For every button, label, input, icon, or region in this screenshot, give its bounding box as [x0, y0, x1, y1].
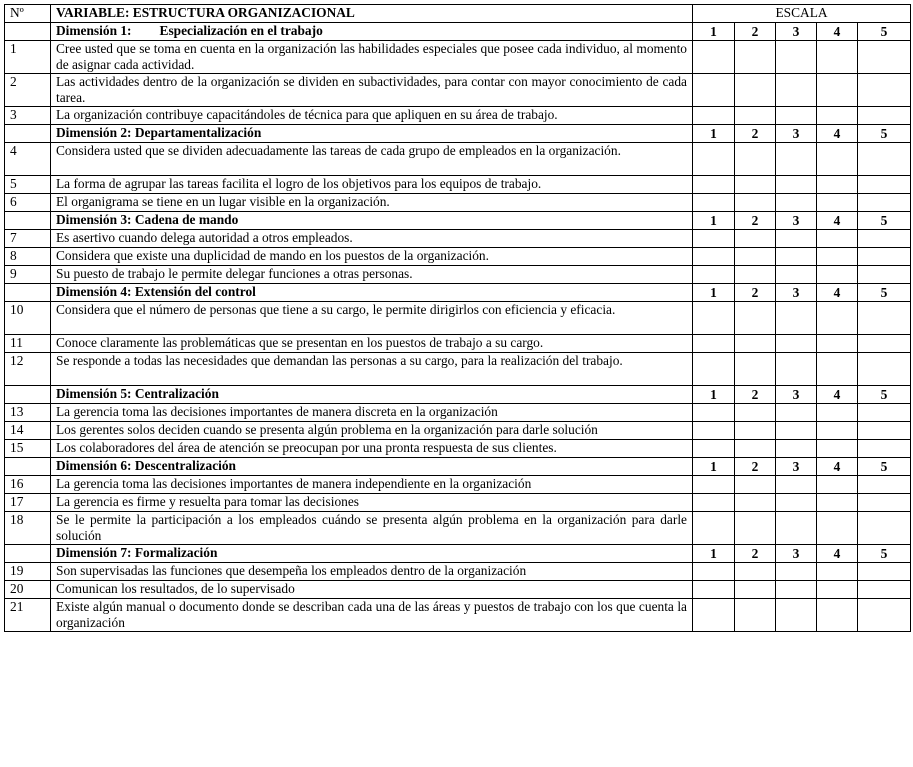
- score-cell-4[interactable]: [817, 335, 858, 353]
- question-number: 10: [5, 302, 51, 335]
- dimension-title-text: Dimensión 7: Formalización: [56, 545, 218, 560]
- score-cell-5[interactable]: [858, 74, 911, 107]
- question-number: 9: [5, 266, 51, 284]
- question-text: La forma de agrupar las tareas facilita el logro de los objetivos para los equipos de trabajo.: [51, 176, 693, 194]
- score-cell-1[interactable]: [693, 41, 735, 74]
- scale-number: 5: [858, 284, 911, 302]
- scale-number: 1: [693, 23, 735, 41]
- scale-number: 2: [735, 545, 776, 563]
- question-row: [5, 581, 911, 599]
- score-cell-4[interactable]: [817, 41, 858, 74]
- score-cell-2[interactable]: [735, 302, 776, 335]
- dimension-title: [51, 212, 693, 230]
- score-cell-3[interactable]: [776, 74, 817, 107]
- score-cell-5[interactable]: [858, 422, 911, 440]
- score-cell-1[interactable]: [693, 581, 735, 599]
- dimension-header-row: [5, 23, 911, 41]
- score-cell-4[interactable]: [817, 440, 858, 458]
- score-cell-1[interactable]: [693, 74, 735, 107]
- scale-number: 3: [776, 284, 817, 302]
- question-number: 14: [5, 422, 51, 440]
- question-text: Son supervisadas las funciones que desempeña los empleados dentro de la organización: [51, 563, 693, 581]
- score-cell-5[interactable]: [858, 599, 911, 632]
- score-cell-4[interactable]: [817, 266, 858, 284]
- question-text: Se le permite la participación a los empleados cuándo se presenta algún problema en la organización para darle solución: [51, 512, 693, 545]
- question-number: 3: [5, 107, 51, 125]
- question-row: [5, 494, 911, 512]
- scale-number: 4: [817, 458, 858, 476]
- question-text: El organigrama se tiene en un lugar visible en la organización.: [51, 194, 693, 212]
- question-number: 21: [5, 599, 51, 632]
- dimension-num-cell: [5, 386, 51, 404]
- dimension-title: [51, 284, 693, 302]
- score-cell-5[interactable]: [858, 194, 911, 212]
- score-cell-4[interactable]: [817, 599, 858, 632]
- score-cell-3[interactable]: [776, 353, 817, 386]
- question-row: [5, 74, 911, 107]
- question-text: La organización contribuye capacitándoles de técnica para que apliquen en su área de trabajo.: [51, 107, 693, 125]
- score-cell-2[interactable]: [735, 476, 776, 494]
- score-cell-2[interactable]: [735, 230, 776, 248]
- scale-number: 3: [776, 23, 817, 41]
- score-cell-5[interactable]: [858, 230, 911, 248]
- question-row: [5, 563, 911, 581]
- score-cell-4[interactable]: [817, 74, 858, 107]
- scale-number: 3: [776, 458, 817, 476]
- question-number: 2: [5, 74, 51, 107]
- question-row: [5, 476, 911, 494]
- score-cell-4[interactable]: [817, 248, 858, 266]
- dimension-title: [51, 458, 693, 476]
- question-number: 5: [5, 176, 51, 194]
- score-cell-3[interactable]: [776, 404, 817, 422]
- score-cell-3[interactable]: [776, 176, 817, 194]
- scale-number: 1: [693, 125, 735, 143]
- question-text: Conoce claramente las problemáticas que se presentan en los puestos de trabajo a su cargo.: [51, 335, 693, 353]
- score-cell-3[interactable]: [776, 248, 817, 266]
- dimension-num-cell: [5, 23, 51, 41]
- score-cell-1[interactable]: [693, 563, 735, 581]
- dimension-num-cell: [5, 212, 51, 230]
- dimension-title-text: Dimensión 4: Extensión del control: [56, 284, 256, 299]
- question-row: [5, 143, 911, 176]
- score-cell-2[interactable]: [735, 176, 776, 194]
- scale-number: 2: [735, 284, 776, 302]
- question-row: [5, 404, 911, 422]
- score-cell-4[interactable]: [817, 476, 858, 494]
- question-row: [5, 512, 911, 545]
- score-cell-3[interactable]: [776, 440, 817, 458]
- score-cell-5[interactable]: [858, 476, 911, 494]
- score-cell-1[interactable]: [693, 404, 735, 422]
- dimension-title-text: Dimensión 3: Cadena de mando: [56, 212, 239, 227]
- question-row: [5, 440, 911, 458]
- score-cell-5[interactable]: [858, 563, 911, 581]
- scale-number: 2: [735, 458, 776, 476]
- question-number: 13: [5, 404, 51, 422]
- score-cell-3[interactable]: [776, 476, 817, 494]
- dimension-title: [51, 125, 693, 143]
- score-cell-2[interactable]: [735, 143, 776, 176]
- score-cell-5[interactable]: [858, 353, 911, 386]
- question-number: 11: [5, 335, 51, 353]
- score-cell-4[interactable]: [817, 404, 858, 422]
- scale-number: 5: [858, 23, 911, 41]
- score-cell-5[interactable]: [858, 176, 911, 194]
- question-text: Se responde a todas las necesidades que demandan las personas a su cargo, para la realización del trabajo.: [51, 353, 693, 386]
- score-cell-1[interactable]: [693, 176, 735, 194]
- score-cell-1[interactable]: [693, 335, 735, 353]
- scale-number: 1: [693, 386, 735, 404]
- dimension-num-cell: [5, 458, 51, 476]
- score-cell-5[interactable]: [858, 248, 911, 266]
- dimension-header-row: [5, 545, 911, 563]
- score-cell-5[interactable]: [858, 512, 911, 545]
- score-cell-2[interactable]: [735, 335, 776, 353]
- score-cell-4[interactable]: [817, 176, 858, 194]
- score-cell-3[interactable]: [776, 494, 817, 512]
- score-cell-3[interactable]: [776, 41, 817, 74]
- score-cell-2[interactable]: [735, 266, 776, 284]
- question-text: La gerencia toma las decisiones importantes de manera independiente en la organización: [51, 476, 693, 494]
- scale-number: 4: [817, 125, 858, 143]
- score-cell-4[interactable]: [817, 581, 858, 599]
- question-text: Considera que existe una duplicidad de mando en los puestos de la organización.: [51, 248, 693, 266]
- question-row: [5, 230, 911, 248]
- header-variable: VARIABLE: ESTRUCTURA ORGANIZACIONAL: [51, 5, 693, 23]
- question-row: [5, 422, 911, 440]
- scale-number: 4: [817, 212, 858, 230]
- score-cell-2[interactable]: [735, 41, 776, 74]
- question-text: Las actividades dentro de la organización se dividen en subactividades, para contar con mayor conocimiento de cada tarea.: [51, 74, 693, 107]
- score-cell-4[interactable]: [817, 422, 858, 440]
- score-cell-4[interactable]: [817, 194, 858, 212]
- score-cell-1[interactable]: [693, 353, 735, 386]
- table-header-row: [5, 5, 911, 23]
- score-cell-3[interactable]: [776, 335, 817, 353]
- scale-number: 5: [858, 545, 911, 563]
- score-cell-5[interactable]: [858, 494, 911, 512]
- score-cell-5[interactable]: [858, 581, 911, 599]
- scale-number: 3: [776, 545, 817, 563]
- scale-number: 4: [817, 284, 858, 302]
- question-row: [5, 266, 911, 284]
- score-cell-4[interactable]: [817, 302, 858, 335]
- score-cell-2[interactable]: [735, 194, 776, 212]
- score-cell-5[interactable]: [858, 41, 911, 74]
- scale-number: 4: [817, 545, 858, 563]
- question-text: Los colaboradores del área de atención se preocupan por una pronta respuesta de sus clientes.: [51, 440, 693, 458]
- dimension-num-cell: [5, 284, 51, 302]
- scale-number: 4: [817, 23, 858, 41]
- question-text: Considera que el número de personas que tiene a su cargo, le permite dirigirlos con eficiencia y eficacia.: [51, 302, 693, 335]
- header-num: Nº: [5, 5, 51, 23]
- score-cell-5[interactable]: [858, 107, 911, 125]
- score-cell-3[interactable]: [776, 302, 817, 335]
- dimension-title: [51, 23, 693, 41]
- score-cell-5[interactable]: [858, 440, 911, 458]
- scale-number: 5: [858, 458, 911, 476]
- dimension-header-row: [5, 125, 911, 143]
- score-cell-5[interactable]: [858, 266, 911, 284]
- score-cell-4[interactable]: [817, 512, 858, 545]
- score-cell-4[interactable]: [817, 563, 858, 581]
- score-cell-2[interactable]: [735, 353, 776, 386]
- question-number: 6: [5, 194, 51, 212]
- scale-number: 1: [693, 458, 735, 476]
- score-cell-3[interactable]: [776, 266, 817, 284]
- dimension-header-row: [5, 386, 911, 404]
- score-cell-2[interactable]: [735, 404, 776, 422]
- dimension-subtitle-text: Especialización en el trabajo: [159, 23, 323, 38]
- scale-number: 3: [776, 212, 817, 230]
- question-row: [5, 599, 911, 632]
- question-number: 4: [5, 143, 51, 176]
- score-cell-1[interactable]: [693, 476, 735, 494]
- question-text: Es asertivo cuando delega autoridad a otros empleados.: [51, 230, 693, 248]
- score-cell-1[interactable]: [693, 440, 735, 458]
- score-cell-3[interactable]: [776, 107, 817, 125]
- score-cell-4[interactable]: [817, 107, 858, 125]
- question-number: 12: [5, 353, 51, 386]
- score-cell-2[interactable]: [735, 440, 776, 458]
- score-cell-2[interactable]: [735, 248, 776, 266]
- score-cell-3[interactable]: [776, 512, 817, 545]
- question-text: La gerencia toma las decisiones importantes de manera discreta en la organización: [51, 404, 693, 422]
- question-row: [5, 107, 911, 125]
- score-cell-2[interactable]: [735, 422, 776, 440]
- scale-number: 3: [776, 386, 817, 404]
- score-cell-1[interactable]: [693, 422, 735, 440]
- score-cell-3[interactable]: [776, 563, 817, 581]
- score-cell-1[interactable]: [693, 143, 735, 176]
- score-cell-4[interactable]: [817, 353, 858, 386]
- question-number: 8: [5, 248, 51, 266]
- score-cell-1[interactable]: [693, 248, 735, 266]
- score-cell-5[interactable]: [858, 302, 911, 335]
- question-text: Cree usted que se toma en cuenta en la organización las habilidades especiales que posee cada individuo, al momento de asignar cada actividad.: [51, 41, 693, 74]
- question-number: 18: [5, 512, 51, 545]
- score-cell-2[interactable]: [735, 581, 776, 599]
- score-cell-5[interactable]: [858, 143, 911, 176]
- score-cell-3[interactable]: [776, 422, 817, 440]
- question-text: Los gerentes solos deciden cuando se presenta algún problema en la organización para darle solución: [51, 422, 693, 440]
- score-cell-2[interactable]: [735, 512, 776, 545]
- question-text: Su puesto de trabajo le permite delegar funciones a otras personas.: [51, 266, 693, 284]
- scale-number: 4: [817, 386, 858, 404]
- question-number: 16: [5, 476, 51, 494]
- score-cell-1[interactable]: [693, 107, 735, 125]
- question-number: 17: [5, 494, 51, 512]
- scale-number: 2: [735, 23, 776, 41]
- score-cell-4[interactable]: [817, 230, 858, 248]
- dimension-title-text: Dimensión 5: Centralización: [56, 386, 219, 401]
- dimension-title-text: Dimensión 6: Descentralización: [56, 458, 237, 473]
- scale-number: 2: [735, 386, 776, 404]
- question-number: 15: [5, 440, 51, 458]
- dimension-title: [51, 386, 693, 404]
- score-cell-2[interactable]: [735, 494, 776, 512]
- score-cell-3[interactable]: [776, 194, 817, 212]
- score-cell-3[interactable]: [776, 599, 817, 632]
- question-number: 1: [5, 41, 51, 74]
- score-cell-1[interactable]: [693, 194, 735, 212]
- question-text: La gerencia es firme y resuelta para tomar las decisiones: [51, 494, 693, 512]
- score-cell-1[interactable]: [693, 302, 735, 335]
- table-body: [5, 23, 911, 632]
- score-cell-1[interactable]: [693, 599, 735, 632]
- scale-number: 1: [693, 284, 735, 302]
- dimension-title-text: Dimensión 1:: [56, 23, 132, 38]
- score-cell-2[interactable]: [735, 107, 776, 125]
- dimension-num-cell: [5, 125, 51, 143]
- scale-number: 2: [735, 125, 776, 143]
- score-cell-3[interactable]: [776, 230, 817, 248]
- dimension-header-row: [5, 284, 911, 302]
- score-cell-1[interactable]: [693, 266, 735, 284]
- question-row: [5, 41, 911, 74]
- scale-number: 5: [858, 125, 911, 143]
- header-scale: ESCALA: [693, 5, 911, 23]
- score-cell-4[interactable]: [817, 494, 858, 512]
- score-cell-5[interactable]: [858, 404, 911, 422]
- question-text: Considera usted que se dividen adecuadamente las tareas de cada grupo de empleados en la organización.: [51, 143, 693, 176]
- score-cell-4[interactable]: [817, 143, 858, 176]
- question-row: [5, 335, 911, 353]
- score-cell-1[interactable]: [693, 230, 735, 248]
- question-text: Comunican los resultados, de lo supervisado: [51, 581, 693, 599]
- score-cell-1[interactable]: [693, 512, 735, 545]
- question-row: [5, 302, 911, 335]
- question-row: [5, 176, 911, 194]
- score-cell-3[interactable]: [776, 143, 817, 176]
- score-cell-2[interactable]: [735, 74, 776, 107]
- scale-number: 2: [735, 212, 776, 230]
- scale-number: 1: [693, 545, 735, 563]
- scale-number: 1: [693, 212, 735, 230]
- dimension-title: [51, 545, 693, 563]
- dimension-header-row: [5, 212, 911, 230]
- question-row: [5, 194, 911, 212]
- question-number: 20: [5, 581, 51, 599]
- score-cell-3[interactable]: [776, 581, 817, 599]
- score-cell-1[interactable]: [693, 494, 735, 512]
- question-number: 7: [5, 230, 51, 248]
- question-number: 19: [5, 563, 51, 581]
- question-row: [5, 248, 911, 266]
- score-cell-2[interactable]: [735, 563, 776, 581]
- score-cell-2[interactable]: [735, 599, 776, 632]
- question-row: [5, 353, 911, 386]
- dimension-num-cell: [5, 545, 51, 563]
- scale-number: 5: [858, 212, 911, 230]
- score-cell-5[interactable]: [858, 335, 911, 353]
- question-text: Existe algún manual o documento donde se describan cada una de las áreas y puestos de trabajo con los que cuenta la organización: [51, 599, 693, 632]
- scale-number: 3: [776, 125, 817, 143]
- dimension-header-row: [5, 458, 911, 476]
- questionnaire-table: [4, 4, 911, 632]
- scale-number: 5: [858, 386, 911, 404]
- dimension-title-text: Dimensión 2: Departamentalización: [56, 125, 262, 140]
